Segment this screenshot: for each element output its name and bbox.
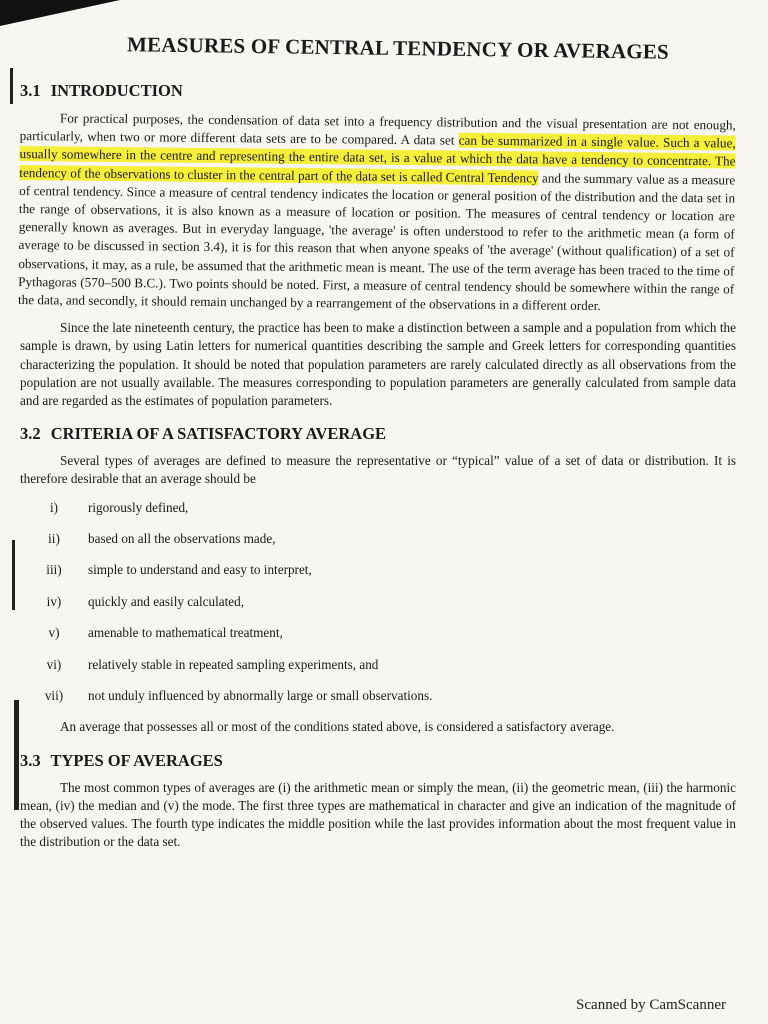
list-text: simple to understand and easy to interpret, xyxy=(88,562,312,578)
list-item xyxy=(20,499,736,517)
intro-paragraph-1 xyxy=(18,109,736,317)
list-numeral: vii) xyxy=(44,688,64,703)
list-text: based on all the observations made, xyxy=(88,531,276,547)
scan-corner-mark xyxy=(0,0,120,26)
list-item xyxy=(20,593,736,611)
list-item xyxy=(20,656,736,674)
scanner-watermark: Scanned by CamScanner xyxy=(576,997,726,1013)
criteria-closing: An average that possesses all or most of the conditions stated above, is considered a satisfactory average. xyxy=(60,719,615,735)
section-number: 3.3 xyxy=(20,750,41,770)
section-number: 3.1 xyxy=(20,81,41,100)
scan-margin-artifact xyxy=(14,700,19,810)
section-title: CRITERIA OF A SATISFACTORY AVERAGE xyxy=(50,424,387,444)
section-criteria xyxy=(20,424,736,736)
list-numeral: ii) xyxy=(48,531,60,547)
list-item xyxy=(20,687,736,705)
intro-paragraph-2: Since the late nineteenth century, the practice has been to make a distinction between a sample and a population from which the sample is drawn, by using Latin letters for numerical quantities describing the sample and Greek letters for corresponding quantities characterizing the population. It should be noted that population parameters are rarely calculated directly as all observations from the population are not usually available. The measures corresponding to population parameters are generally calculated from sample data and are regarded as the estimates of population parameters. xyxy=(20,320,736,409)
section-heading xyxy=(20,424,736,444)
list-numeral: i) xyxy=(49,499,59,515)
section-heading xyxy=(20,81,736,101)
list-text: rigorously defined, xyxy=(88,499,189,515)
criteria-list xyxy=(20,499,736,705)
list-text: relatively stable in repeated sampling experiments, and xyxy=(88,656,379,672)
section-introduction xyxy=(17,81,736,410)
list-numeral: v) xyxy=(48,625,60,641)
highlighted-text: can be summarized in a single value. Such a value, usually somewhere in the centre and representing the entire data set, is a value at which the data have a tendency to concentrate. The tendency of the observations to cluster in the central part of the data set is called Central Tendency xyxy=(19,132,736,186)
scan-margin-artifact xyxy=(10,68,13,104)
section-title: INTRODUCTION xyxy=(50,81,183,100)
list-text: not unduly influenced by abnormally large or small observations. xyxy=(88,688,433,703)
criteria-intro: Several types of averages are defined to measure the representative or “typical” value of a set of data or distribution. It is therefore desirable that an average should be xyxy=(20,453,736,487)
list-numeral: iv) xyxy=(46,593,62,609)
types-paragraph: The most common types of averages are (i) the arithmetic mean or simply the mean, (ii) the geometric mean, (iii) the harmonic mean, (iv) the median and (v) the mode. The first three types are mathematical in character and give an indication of the magnitude of the observed values. The fourth type indicates the middle position while the last provides information about the most frequent value in the distribution or the data set. xyxy=(20,779,736,850)
section-number: 3.2 xyxy=(20,424,41,444)
scan-margin-artifact xyxy=(12,540,15,610)
section-types xyxy=(20,751,736,852)
section-heading xyxy=(20,751,736,771)
list-item xyxy=(20,561,736,579)
list-item xyxy=(20,624,736,642)
list-numeral: iii) xyxy=(46,562,62,578)
document-page xyxy=(17,32,736,861)
list-numeral: vi) xyxy=(46,656,62,672)
page-title: MEASURES OF CENTRAL TENDENCY OR AVERAGES xyxy=(126,32,670,64)
section-title: TYPES OF AVERAGES xyxy=(50,750,223,770)
list-item xyxy=(20,530,736,548)
list-text: quickly and easily calculated, xyxy=(88,593,244,609)
paragraph-text: For practical purposes, the condensation of data set into a frequency distribution and the visual presentation are not enough, particularly, when two or more different data sets are to be compared. A data set xyxy=(19,110,736,148)
paragraph-text: and the summary value as a measure of central tendency. Since a measure of central tendency indicates the location or general position of the distribution and the data set in the range of observations, it is also known as a measure of location or position. The measures of central tendency or location are generally known as averages. But in everyday language, 'the average' is often understood to refer to the arithmetic mean (a form of average to be discussed in section 3.4), it is for this reason that when anyone speaks of 'the average' (without qualification) of a set of observations, it may, as a rule, be assumed that the arithmetic mean is meant. The use of the term average has been traced to the time of Pythagoras (570–500 B.C.). Two points should be noted. First, a measure of central tendency should be somewhere within the range of the data, and secondly, it should remain unchanged by a rearrangement of the observations in a different order. xyxy=(17,170,736,314)
list-text: amenable to mathematical treatment, xyxy=(88,625,283,641)
